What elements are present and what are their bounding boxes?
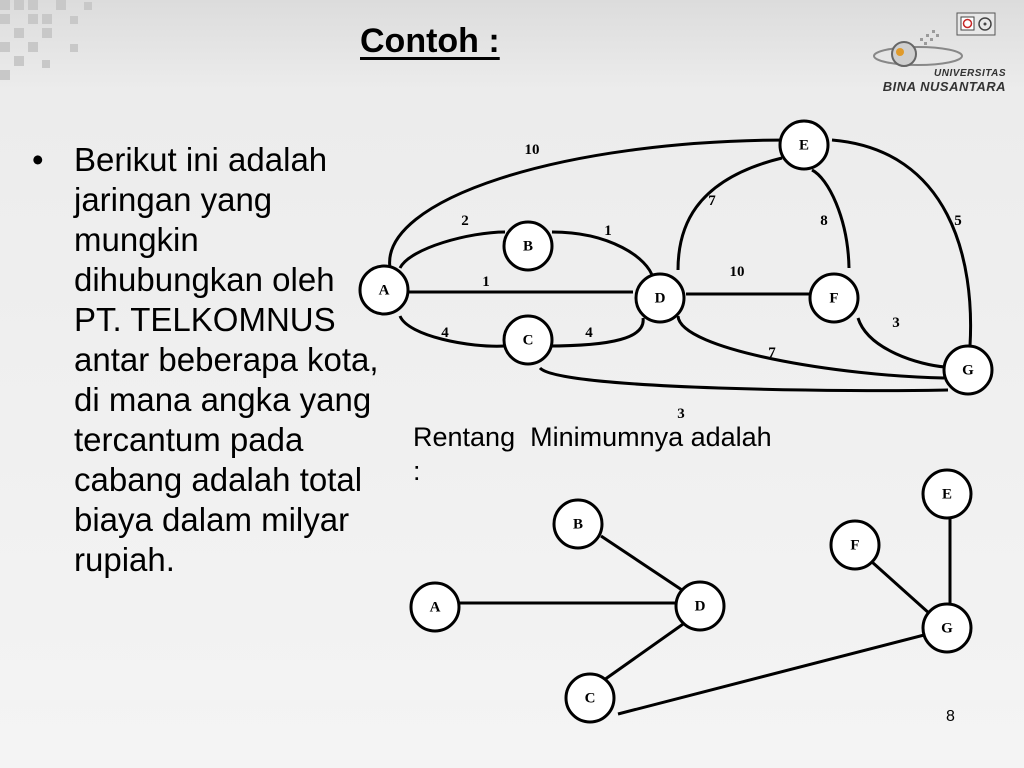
- cost-d-f: 10: [729, 264, 745, 280]
- node-b-label: B: [522, 238, 534, 255]
- cost-a-c: 4: [441, 325, 449, 341]
- edge-b-d: [552, 232, 653, 278]
- cost-e-f: 8: [820, 213, 828, 229]
- cost-c-g: 3: [677, 406, 685, 422]
- bullet-text: Berikut ini adalah jaringan yang mungkin dihubungkan oleh PT. TELKOMNUS antar beberapa kota, di mana angka yang tercantum pada cabang adalah total biaya dalam milyar rupiah.: [74, 141, 379, 578]
- network-graph: [390, 140, 971, 391]
- mst-node-a-label: A: [429, 599, 441, 616]
- mst-caption: Rentang Minimumnya adalah :: [413, 422, 780, 486]
- mst-node-d-label: D: [694, 598, 706, 615]
- node-g-label: G: [962, 362, 974, 379]
- logo-line-1: UNIVERSITAS: [934, 68, 1006, 79]
- mst-node-e-label: E: [941, 486, 953, 503]
- edge-a-c: [400, 316, 505, 346]
- logo-line-2: BINA NUSANTARA: [882, 79, 1006, 94]
- node-f-label: F: [829, 290, 839, 307]
- edge-e-f: [812, 170, 849, 268]
- cost-d-g: 7: [768, 345, 776, 361]
- edge-a-b: [400, 232, 505, 268]
- cost-c-d: 4: [585, 325, 593, 341]
- slide-title: Contoh :: [360, 22, 500, 60]
- cost-f-g: 3: [892, 315, 900, 331]
- cost-b-d: 1: [604, 223, 612, 239]
- node-d-label: D: [654, 290, 666, 307]
- edge-d-e: [678, 158, 782, 270]
- edge-c-g: [540, 368, 948, 391]
- cost-a-d: 1: [482, 274, 490, 290]
- node-a-label: A: [378, 282, 390, 299]
- cost-a-e: 10: [524, 142, 540, 158]
- edge-f-g: [858, 318, 945, 367]
- edge-c-d: [547, 318, 643, 346]
- mst-edge-f-g: [872, 562, 930, 614]
- mst-edge-b-d: [601, 536, 682, 590]
- cost-a-b: 2: [461, 213, 469, 229]
- node-c-label: C: [522, 332, 534, 349]
- mst-node-b-label: B: [572, 516, 584, 533]
- mst-edge-c-g: [618, 634, 928, 714]
- mst-node-c-label: C: [584, 690, 596, 707]
- mst-node-f-label: F: [850, 537, 860, 554]
- edge-a-e: [390, 140, 790, 268]
- mst-nodes: [411, 470, 971, 722]
- edge-d-g: [678, 316, 944, 378]
- cost-d-e: 7: [708, 193, 716, 209]
- mst-node-g-label: G: [941, 620, 953, 637]
- page-number: 8: [946, 708, 955, 725]
- node-e-label: E: [798, 137, 810, 154]
- cost-e-g: 5: [954, 213, 962, 229]
- mst-edge-d-c: [604, 622, 686, 680]
- bullet-icon: •: [32, 141, 44, 178]
